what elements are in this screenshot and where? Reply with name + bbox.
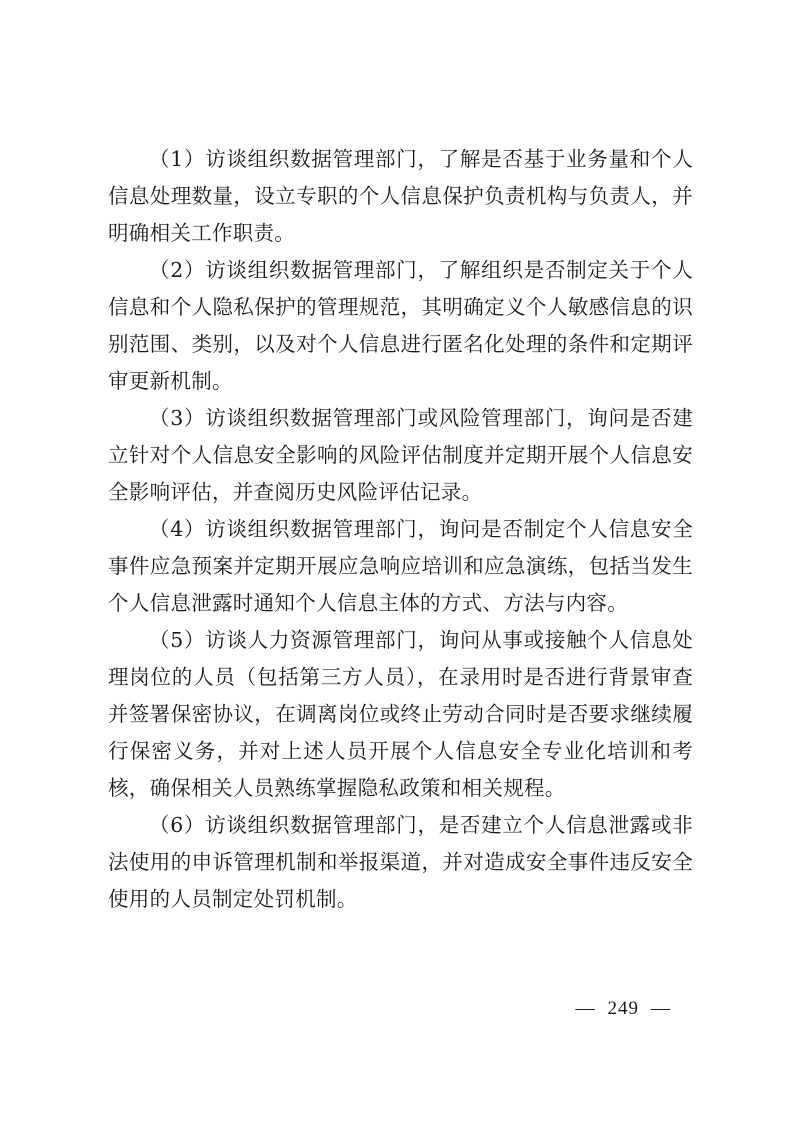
paragraph-5: （5）访谈人力资源管理部门，询问从事或接触个人信息处理岗位的人员（包括第三方人员），在录用时是否进行背景审查并签署保密协议，在调离岗位或终止劳动合同时是否要求继续履行保密义务，并对上述人员开展个人信息安全专业化培训和考核，确保相关人员熟练掌握隐私政策和相关规程。 bbox=[108, 628, 693, 800]
footer-dash-left: — bbox=[575, 998, 596, 1019]
paragraph-3: （3）访谈组织数据管理部门或风险管理部门，询问是否建立针对个人信息安全影响的风险评估制度并定期开展个人信息安全影响评估，并查阅历史风险评估记录。 bbox=[108, 406, 693, 504]
paragraph-2: （2）访谈组织数据管理部门，了解组织是否制定关于个人信息和个人隐私保护的管理规范，其明确定义个人敏感信息的识别范围、类别，以及对个人信息进行匿名化处理的条件和定期评审更新机制。 bbox=[108, 258, 693, 393]
paragraph-1: （1）访谈组织数据管理部门，了解是否基于业务量和个人信息处理数量，设立专职的个人信息保护负责机构与负责人，并明确相关工作职责。 bbox=[108, 147, 693, 245]
body-text bbox=[108, 141, 693, 918]
page-footer bbox=[576, 998, 672, 1020]
footer-dash-right: — bbox=[651, 998, 671, 1019]
paragraph-6: （6）访谈组织数据管理部门，是否建立个人信息泄露或非法使用的申诉管理机制和举报渠道，并对造成安全事件违反安全使用的人员制定处罚机制。 bbox=[108, 813, 693, 911]
page-number: 249 bbox=[607, 998, 639, 1019]
paragraph-4: （4）访谈组织数据管理部门，询问是否制定个人信息安全事件应急预案并定期开展应急响应培训和应急演练，包括当发生个人信息泄露时通知个人信息主体的方式、方法与内容。 bbox=[108, 517, 693, 615]
